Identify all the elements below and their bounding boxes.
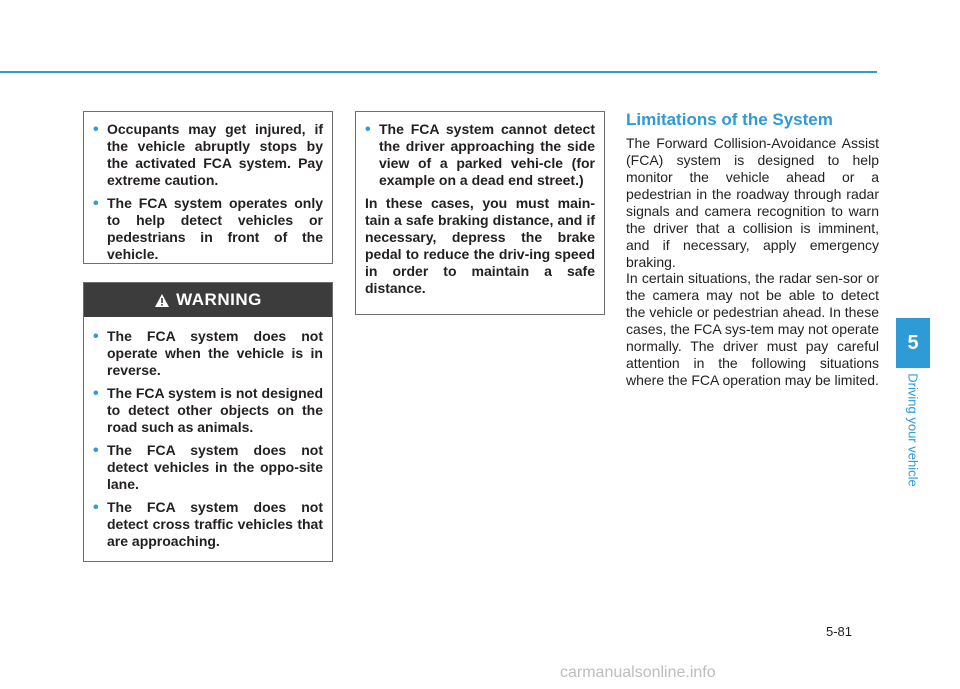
caution-box-continued <box>355 111 605 315</box>
chapter-tab: 5 <box>896 318 930 368</box>
body-paragraph: The Forward Collision-Avoidance Assist (FCA) system is designed to help monitor the vehicle ahead or a pedestrian in the roadway through radar signals and camera recognition to warn the driver that a collision is imminent, and if necessary, apply emergency braking. <box>626 135 879 270</box>
warning-title: WARNING <box>176 290 262 309</box>
list-item: • The FCA system is not designed to detect other objects on the road such as animals. <box>93 385 323 436</box>
warning-header <box>84 283 332 317</box>
warning-list <box>84 321 332 550</box>
warning-triangle-icon <box>154 293 170 308</box>
warning-box <box>83 282 333 562</box>
caution-list <box>365 121 595 189</box>
chapter-label: Driving your vehicle <box>905 373 921 487</box>
caution-list <box>93 121 323 263</box>
list-item: • The FCA system does not operate when the vehicle is in reverse. <box>93 328 323 379</box>
caution-paragraph: In these cases, you must main-tain a safe braking distance, and if necessary, depress the brake pedal to reduce the driv-ing speed in order to maintain a safe distance. <box>365 195 595 296</box>
list-item: • Occupants may get injured, if the vehicle abruptly stops by the activated FCA system. Pay extreme caution. <box>93 121 323 189</box>
list-item: • The FCA system cannot detect the driver approaching the side view of a parked vehi-cle (for example on a dead end street.) <box>365 121 595 189</box>
list-item: • The FCA system does not detect vehicles in the oppo-site lane. <box>93 442 323 493</box>
section-title: Limitations of the System <box>626 110 833 129</box>
top-divider <box>0 71 877 73</box>
caution-box <box>83 111 333 264</box>
list-item: • The FCA system operates only to help detect vehicles or pedestrians in front of the vehicle. <box>93 195 323 263</box>
list-item: • The FCA system does not detect cross traffic vehicles that are approaching. <box>93 499 323 550</box>
body-paragraph: In certain situations, the radar sen-sor or the camera may not be able to detect the vehicle or pedestrian ahead. In these cases, the FCA sys-tem may not operate normally. The driver must pay careful attention in the following situations where the FCA operation may be limited. <box>626 270 879 388</box>
watermark: carmanualsonline.info <box>560 664 716 681</box>
page-number: 5-81 <box>826 624 853 639</box>
